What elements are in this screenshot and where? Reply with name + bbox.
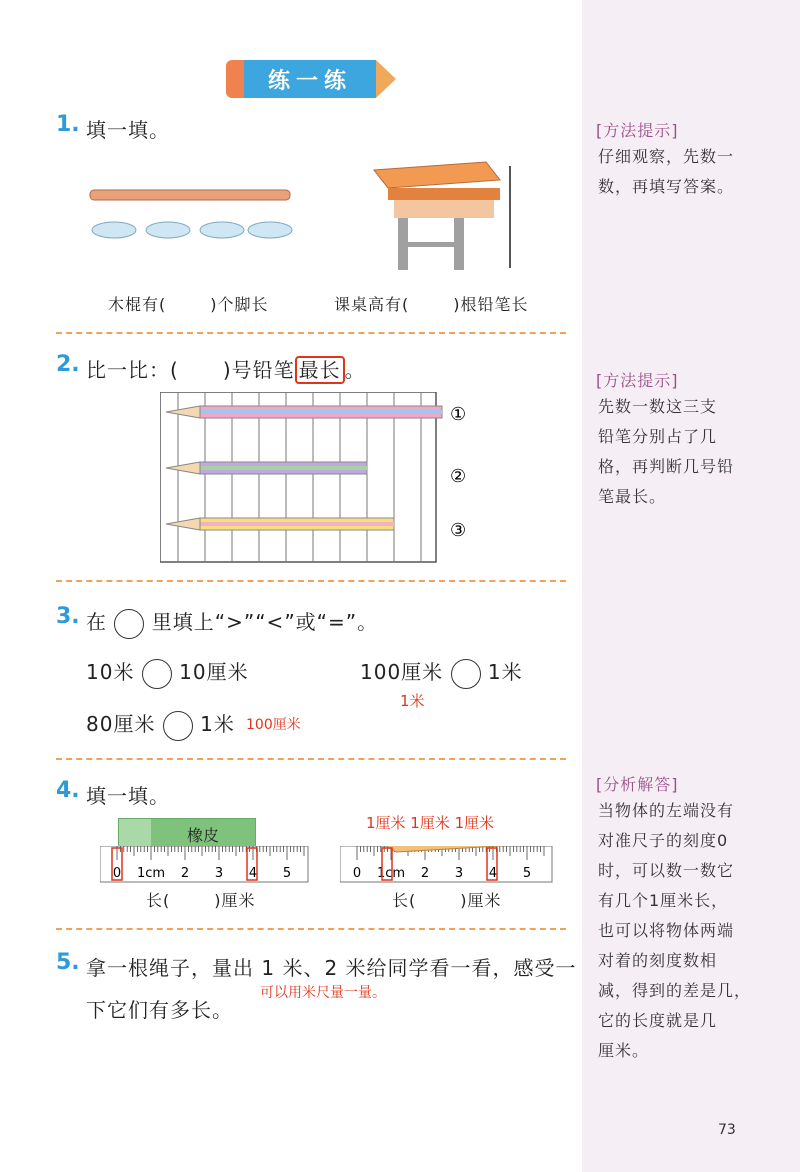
- q2-tail: 。: [344, 358, 366, 382]
- q5-number: 5.: [56, 950, 80, 975]
- ruler-tick-label: 2: [420, 866, 430, 881]
- q4-prompt: 填一填。: [86, 784, 170, 808]
- tip2-line: 先数一数这三支: [598, 397, 718, 416]
- divider: [56, 580, 566, 582]
- q5-line1: 拿一根绳子，量出 1 米、2 米给同学看一看，感受一: [86, 956, 577, 980]
- pencil-label-2: ②: [450, 466, 467, 487]
- tip3-line: 减，得到的差是几，: [598, 981, 752, 1000]
- q1-left-label-b: )个脚长: [210, 295, 269, 314]
- q2-prompt-a: 比一比：(: [86, 358, 179, 382]
- q3-item3: [86, 708, 235, 741]
- answer-circle[interactable]: [142, 659, 172, 689]
- q3-item3-left: 80厘米: [86, 712, 156, 736]
- q2-prompt: [86, 354, 366, 383]
- q4-len2-b: )厘米: [460, 891, 502, 910]
- ruler-tick-label: 0: [112, 866, 122, 881]
- ruler-tick-label: 3: [454, 866, 464, 881]
- pencil-stripe: [200, 466, 367, 470]
- feet-row: [92, 222, 292, 238]
- tip3-body: [598, 796, 758, 1066]
- ruler-tick-label: 4: [248, 866, 258, 881]
- ruler-tick-label: 3: [214, 866, 224, 881]
- q3-item2-left: 100厘米: [360, 660, 444, 684]
- ruler-tick-label: 2: [180, 866, 190, 881]
- ruler-2: [340, 846, 554, 886]
- pencil-stripe: [200, 410, 442, 414]
- q2-highlight: 最长: [295, 356, 345, 384]
- answer-circle[interactable]: [163, 711, 193, 741]
- compare-circle-icon: [114, 609, 144, 639]
- banner-title: 练一练: [267, 69, 352, 94]
- q4-len2: [392, 888, 502, 911]
- q1-right-answer: [334, 292, 529, 315]
- ruler-tick-label: 0: [352, 866, 362, 881]
- q1-number: 1.: [56, 112, 80, 137]
- q1-right-label-a: 课桌高有(: [334, 295, 410, 314]
- q4-number: 4.: [56, 778, 80, 803]
- tip1-line: 数，再填写答案。: [598, 177, 735, 196]
- tip1-line: 仔细观察，先数一: [598, 147, 735, 166]
- tip3-line: 当物体的左端没有: [598, 801, 735, 820]
- q4-segment-note: 1厘米 1厘米 1厘米: [366, 814, 495, 832]
- tip2-line: 笔最长。: [598, 487, 667, 506]
- q3-item2-note: 1米: [400, 692, 425, 710]
- tip3-line: 也可以将物体两端: [598, 921, 735, 940]
- wooden-stick: [90, 190, 290, 200]
- q1-prompt: 填一填。: [86, 118, 170, 142]
- divider: [56, 758, 566, 760]
- q3-item2: [360, 656, 523, 689]
- q3-item1-right: 10厘米: [179, 660, 249, 684]
- q4-len1-b: )厘米: [214, 891, 256, 910]
- ruler-tick-label: 5: [522, 866, 532, 881]
- pencil-label-3: ③: [450, 520, 467, 541]
- q2-number: 2.: [56, 352, 80, 377]
- eraser-label: 橡皮: [186, 826, 219, 845]
- tip2-line: 格，再判断几号铅: [598, 457, 735, 476]
- q1-left-answer: [108, 292, 269, 315]
- tip3-title: [分析解答]: [596, 775, 679, 794]
- tip3-line: 它的长度就是几: [598, 1011, 718, 1030]
- tip1-body: [598, 142, 758, 202]
- ruler-tick-label: 1cm: [376, 866, 406, 881]
- ruler-tick-label: 1cm: [136, 866, 166, 881]
- tip3-line: 对准尺子的刻度0: [598, 831, 729, 850]
- q5-note: 可以用米尺量一量。: [260, 985, 386, 1001]
- tip3-line: 有几个1厘米长，: [598, 891, 729, 910]
- pencil-grid: [160, 392, 470, 564]
- q3-prompt-b: 里填上“>”“<”或“=”。: [151, 610, 379, 634]
- q4-len1: [146, 888, 256, 911]
- q4-len2-a: 长(: [392, 891, 417, 910]
- q5-line2: 下它们有多长。: [86, 998, 233, 1022]
- pencil-label-1: ①: [450, 404, 467, 425]
- tip3-line: 时，可以数一数它: [598, 861, 735, 880]
- q4-len1-a: 长(: [146, 891, 171, 910]
- tip2-line: 铅笔分别占了几: [598, 427, 718, 446]
- q1-right-label-b: )根铅笔长: [453, 295, 529, 314]
- desk-illustration: [368, 158, 518, 278]
- ruler-1: [100, 846, 310, 886]
- tip1-title: [方法提示]: [596, 121, 679, 140]
- section-banner: [226, 60, 398, 98]
- q3-item3-note: 100厘米: [246, 717, 301, 733]
- pencil-stripe: [200, 522, 394, 526]
- page-number: 73: [718, 1122, 736, 1138]
- tip3-line: 厘米。: [598, 1041, 650, 1060]
- ruler-tick-label: 5: [282, 866, 292, 881]
- q3-item1-left: 10米: [86, 660, 135, 684]
- tip2-body: [598, 392, 758, 512]
- q3-prompt: [86, 606, 378, 639]
- stick-feet-illustration: [86, 150, 306, 250]
- q3-item2-right: 1米: [487, 660, 523, 684]
- ruler-tick-label: 4: [488, 866, 498, 881]
- q3-item3-right: 1米: [200, 712, 235, 736]
- tip3-line: 对着的刻度数相: [598, 951, 718, 970]
- divider: [56, 332, 566, 334]
- answer-circle[interactable]: [451, 659, 481, 689]
- q2-prompt-b: )号铅笔: [222, 358, 295, 382]
- q1-left-label-a: 木棍有(: [108, 295, 167, 314]
- q3-prompt-a: 在: [86, 610, 107, 634]
- divider: [56, 928, 566, 930]
- q3-item1: [86, 656, 249, 689]
- q3-number: 3.: [56, 604, 80, 629]
- tip2-title: [方法提示]: [596, 371, 679, 390]
